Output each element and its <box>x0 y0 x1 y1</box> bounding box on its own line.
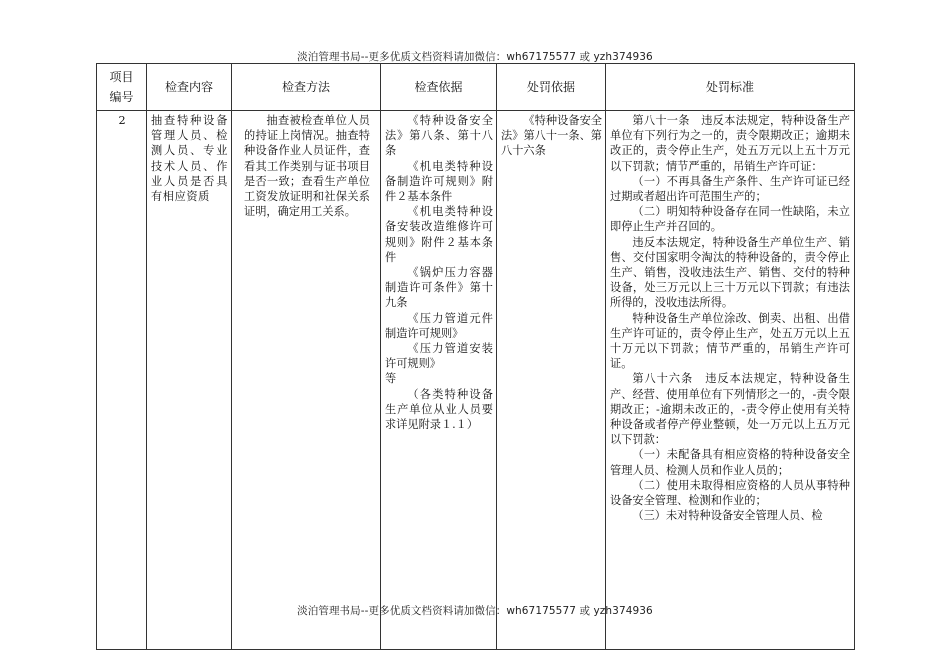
penalty-paragraph: 第八十六条 违反本法规定，特种设备生产、经营、使用单位有下列情形之一的，-责令限期改正；-逾期未改正的，-责令停止使用有关特种设备或者停产停业整顿，处一万元以上五万元以下罚款： <box>610 372 850 447</box>
header-check-method: 检查方法 <box>232 64 381 111</box>
header-item-number-line1: 项目 <box>109 70 134 84</box>
check-content-text: 抽查特种设备管理人员、检测人员、专业技术人员、作业人员是否具有相应资质 <box>151 114 228 204</box>
penalty-basis-text: 《特种设备安全法》第八十一条、第八十六条 <box>501 114 602 158</box>
check-method-text: 抽查被检查单位人员的持证上岗情况。抽查特种设备作业人员证件，查看其工作类别与证书项目是否一致；查看生产单位工资发放证明和社保关系证明，确定用工关系。 <box>244 114 370 219</box>
cell-penalty-basis <box>497 111 606 650</box>
item-number-text: 2 <box>118 114 126 127</box>
penalty-standard-list <box>606 111 854 523</box>
footer-watermark: 淡泊管理书局--更多优质文档资料请加微信：wh67175577 或 yzh374936 <box>297 605 653 617</box>
penalty-paragraph: （一）未配备具有相应资格的特种设备安全管理人员、检测人员和作业人员的； <box>610 448 850 477</box>
header-penalty-basis: 处罚依据 <box>497 64 606 111</box>
basis-item: 《压力管道元件制造许可规则》 <box>385 311 493 340</box>
basis-item: 《锅炉压力容器制造许可条件》第十九条 <box>385 266 493 310</box>
header-check-content: 检查内容 <box>147 64 232 111</box>
penalty-paragraph: 特种设备生产单位涂改、倒卖、出租、出借生产许可证的，责令停止生产，处五万元以上五十万元以下罚款；情节严重的，吊销生产许可证。 <box>610 311 850 371</box>
penalty-paragraph: 违反本法规定，特种设备生产单位生产、销售、交付国家明令淘汰的特种设备的，责令停止生产、销售，没收违法生产、销售、交付的特种设备，处三万元以上三十万元以下罚款；有违法所得的，没收违法所得。 <box>610 235 850 310</box>
cell-check-content <box>147 111 232 650</box>
inspection-table <box>96 63 855 650</box>
basis-item: 《压力管道安装许可规则》 <box>385 342 493 371</box>
basis-item: 等 <box>385 372 397 386</box>
penalty-paragraph: （二）使用未取得相应资格的人员从事特种设备安全管理、检测和作业的； <box>610 478 850 508</box>
basis-item: 《特种设备安全法》第八条、第十八条 <box>385 114 493 158</box>
table-row <box>97 111 855 650</box>
header-penalty-standard: 处罚标准 <box>606 64 855 111</box>
header-item-number-line2: 编号 <box>109 90 134 104</box>
cell-penalty-standard <box>606 111 855 650</box>
header-check-basis: 检查依据 <box>381 64 497 111</box>
penalty-paragraph: 第八十一条 违反本法规定，特种设备生产单位有下列行为之一的，责令限期改正；逾期未改正的，责令停止生产，处五万元以上五十万元以下罚款；情节严重的，吊销生产许可证： <box>610 114 850 173</box>
basis-note: （各类特种设备生产单位从业人员要求详见附录１.１） <box>385 387 493 432</box>
basis-item: 《机电类特种设备制造许可规则》附件２基本条件 <box>385 159 493 204</box>
cell-item-number <box>97 111 147 650</box>
basis-item: 《机电类特种设备安装改造维修许可规则》附件２基本条件 <box>385 205 493 264</box>
cell-check-basis <box>381 111 497 650</box>
check-basis-list <box>381 111 496 432</box>
penalty-paragraph: （三）未对特种设备安全管理人员、检 <box>632 509 823 523</box>
penalty-paragraph: （一）不再具备生产条件、生产许可证已经过期或者超出许可范围生产的； <box>610 174 850 204</box>
header-watermark: 淡泊管理书局--更多优质文档资料请加微信：wh67175577 或 yzh374936 <box>297 51 653 63</box>
cell-check-method <box>232 111 381 650</box>
header-item-number <box>97 64 147 111</box>
table-header-row <box>97 64 855 111</box>
penalty-paragraph: （二）明知特种设备存在同一性缺陷，未立即停止生产并召回的。 <box>610 205 850 234</box>
